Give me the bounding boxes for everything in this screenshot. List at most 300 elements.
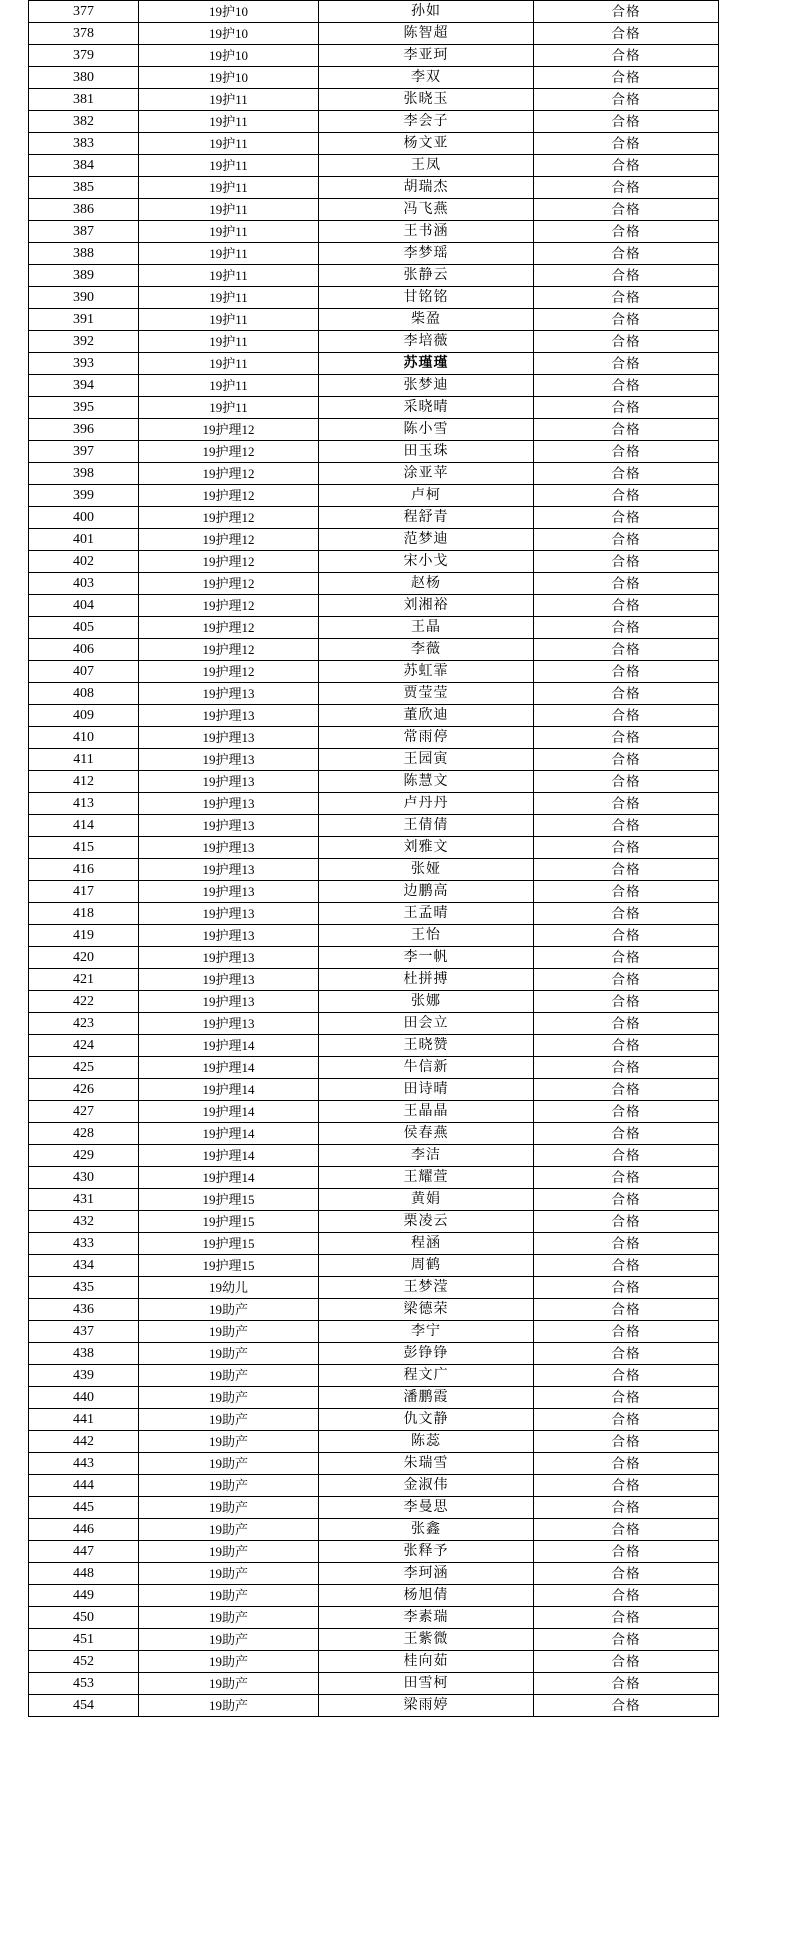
cell-name: 梁雨婷	[319, 1695, 534, 1717]
cell-name: 李素瑞	[319, 1607, 534, 1629]
cell-result: 合格	[534, 661, 719, 683]
table-row	[29, 1101, 719, 1123]
cell-result: 合格	[534, 903, 719, 925]
cell-index: 388	[29, 243, 139, 265]
cell-class: 19护理14	[139, 1145, 319, 1167]
table-row	[29, 1299, 719, 1321]
cell-result: 合格	[534, 1145, 719, 1167]
table-row	[29, 45, 719, 67]
table-row	[29, 1013, 719, 1035]
cell-class: 19助产	[139, 1629, 319, 1651]
cell-result: 合格	[534, 507, 719, 529]
cell-index: 394	[29, 375, 139, 397]
cell-name: 陈智超	[319, 23, 534, 45]
table-row	[29, 837, 719, 859]
cell-name: 张释予	[319, 1541, 534, 1563]
cell-result: 合格	[534, 1541, 719, 1563]
cell-name: 陈慧文	[319, 771, 534, 793]
cell-name: 牛信新	[319, 1057, 534, 1079]
cell-name: 董欣迪	[319, 705, 534, 727]
cell-index: 432	[29, 1211, 139, 1233]
cell-class: 19护理12	[139, 441, 319, 463]
cell-name: 刘湘裕	[319, 595, 534, 617]
table-row	[29, 133, 719, 155]
cell-index: 429	[29, 1145, 139, 1167]
cell-index: 404	[29, 595, 139, 617]
cell-result: 合格	[534, 1277, 719, 1299]
cell-name: 王倩倩	[319, 815, 534, 837]
cell-class: 19护11	[139, 221, 319, 243]
cell-result: 合格	[534, 1343, 719, 1365]
cell-index: 444	[29, 1475, 139, 1497]
cell-index: 418	[29, 903, 139, 925]
cell-class: 19护10	[139, 45, 319, 67]
cell-index: 403	[29, 573, 139, 595]
cell-index: 438	[29, 1343, 139, 1365]
cell-index: 417	[29, 881, 139, 903]
cell-class: 19护理13	[139, 969, 319, 991]
roster-table	[28, 0, 719, 1717]
cell-result: 合格	[534, 1651, 719, 1673]
cell-result: 合格	[534, 947, 719, 969]
cell-class: 19护理13	[139, 925, 319, 947]
cell-index: 384	[29, 155, 139, 177]
cell-class: 19护理12	[139, 661, 319, 683]
cell-name: 李亚珂	[319, 45, 534, 67]
cell-name: 王晶	[319, 617, 534, 639]
cell-index: 421	[29, 969, 139, 991]
cell-result: 合格	[534, 1563, 719, 1585]
cell-class: 19护11	[139, 331, 319, 353]
table-row	[29, 727, 719, 749]
table-row	[29, 1431, 719, 1453]
cell-class: 19助产	[139, 1519, 319, 1541]
cell-result: 合格	[534, 111, 719, 133]
cell-result: 合格	[534, 1211, 719, 1233]
cell-index: 449	[29, 1585, 139, 1607]
cell-index: 399	[29, 485, 139, 507]
cell-index: 453	[29, 1673, 139, 1695]
table-row	[29, 771, 719, 793]
table-row	[29, 683, 719, 705]
cell-class: 19幼儿	[139, 1277, 319, 1299]
cell-index: 423	[29, 1013, 139, 1035]
table-row	[29, 903, 719, 925]
cell-result: 合格	[534, 45, 719, 67]
cell-class: 19护10	[139, 23, 319, 45]
table-row	[29, 991, 719, 1013]
cell-class: 19助产	[139, 1585, 319, 1607]
cell-name: 黄娟	[319, 1189, 534, 1211]
cell-class: 19护理13	[139, 903, 319, 925]
cell-class: 19护理12	[139, 639, 319, 661]
cell-result: 合格	[534, 837, 719, 859]
cell-name: 张娜	[319, 991, 534, 1013]
cell-index: 377	[29, 1, 139, 23]
cell-result: 合格	[534, 1585, 719, 1607]
cell-class: 19护理14	[139, 1123, 319, 1145]
cell-name: 杜拼搏	[319, 969, 534, 991]
table-row	[29, 287, 719, 309]
table-row	[29, 1519, 719, 1541]
cell-index: 425	[29, 1057, 139, 1079]
cell-name: 胡瑞杰	[319, 177, 534, 199]
cell-index: 427	[29, 1101, 139, 1123]
table-row	[29, 353, 719, 375]
cell-class: 19护理13	[139, 771, 319, 793]
cell-name: 梁德荣	[319, 1299, 534, 1321]
cell-result: 合格	[534, 221, 719, 243]
table-row	[29, 1, 719, 23]
cell-index: 450	[29, 1607, 139, 1629]
table-row	[29, 265, 719, 287]
cell-class: 19护11	[139, 265, 319, 287]
table-row	[29, 1189, 719, 1211]
cell-result: 合格	[534, 1475, 719, 1497]
table-row	[29, 419, 719, 441]
cell-index: 440	[29, 1387, 139, 1409]
table-row	[29, 177, 719, 199]
cell-class: 19护理13	[139, 837, 319, 859]
cell-result: 合格	[534, 199, 719, 221]
cell-class: 19护11	[139, 155, 319, 177]
cell-name: 李双	[319, 67, 534, 89]
table-row	[29, 1585, 719, 1607]
cell-name: 卢丹丹	[319, 793, 534, 815]
cell-class: 19护理13	[139, 727, 319, 749]
table-row	[29, 243, 719, 265]
cell-index: 426	[29, 1079, 139, 1101]
cell-index: 380	[29, 67, 139, 89]
cell-index: 413	[29, 793, 139, 815]
cell-class: 19护理13	[139, 881, 319, 903]
cell-index: 379	[29, 45, 139, 67]
cell-name: 李曼思	[319, 1497, 534, 1519]
cell-index: 400	[29, 507, 139, 529]
cell-class: 19护理12	[139, 485, 319, 507]
cell-class: 19护理12	[139, 507, 319, 529]
cell-index: 385	[29, 177, 139, 199]
table-row	[29, 1541, 719, 1563]
cell-name: 卢柯	[319, 485, 534, 507]
cell-index: 398	[29, 463, 139, 485]
cell-result: 合格	[534, 89, 719, 111]
cell-name: 栗凌云	[319, 1211, 534, 1233]
table-row	[29, 221, 719, 243]
table-row	[29, 1079, 719, 1101]
cell-name: 王晶晶	[319, 1101, 534, 1123]
cell-class: 19护11	[139, 199, 319, 221]
cell-name: 程舒青	[319, 507, 534, 529]
table-row	[29, 661, 719, 683]
cell-name: 周鹤	[319, 1255, 534, 1277]
cell-name: 李梦瑶	[319, 243, 534, 265]
cell-result: 合格	[534, 287, 719, 309]
cell-index: 442	[29, 1431, 139, 1453]
cell-result: 合格	[534, 1453, 719, 1475]
table-row	[29, 639, 719, 661]
table-row	[29, 397, 719, 419]
cell-result: 合格	[534, 177, 719, 199]
cell-result: 合格	[534, 1057, 719, 1079]
cell-name: 贾莹莹	[319, 683, 534, 705]
cell-class: 19助产	[139, 1541, 319, 1563]
cell-class: 19助产	[139, 1563, 319, 1585]
cell-index: 391	[29, 309, 139, 331]
table-row	[29, 111, 719, 133]
cell-result: 合格	[534, 309, 719, 331]
cell-result: 合格	[534, 1629, 719, 1651]
table-row	[29, 1673, 719, 1695]
table-row	[29, 1277, 719, 1299]
cell-name: 张娅	[319, 859, 534, 881]
cell-index: 407	[29, 661, 139, 683]
cell-result: 合格	[534, 265, 719, 287]
table-row	[29, 23, 719, 45]
cell-name: 杨旭倩	[319, 1585, 534, 1607]
cell-index: 397	[29, 441, 139, 463]
cell-result: 合格	[534, 353, 719, 375]
cell-class: 19护11	[139, 111, 319, 133]
cell-class: 19护11	[139, 133, 319, 155]
table-row	[29, 815, 719, 837]
cell-name: 孙如	[319, 1, 534, 23]
table-row	[29, 1211, 719, 1233]
table-row	[29, 155, 719, 177]
cell-index: 430	[29, 1167, 139, 1189]
cell-name: 李培薇	[319, 331, 534, 353]
table-row	[29, 1453, 719, 1475]
cell-name: 冯飞燕	[319, 199, 534, 221]
cell-class: 19护理15	[139, 1233, 319, 1255]
table-row	[29, 1409, 719, 1431]
cell-name: 王园寅	[319, 749, 534, 771]
roster-table-body	[29, 1, 719, 1717]
cell-name: 柴盈	[319, 309, 534, 331]
cell-class: 19护理14	[139, 1101, 319, 1123]
cell-result: 合格	[534, 991, 719, 1013]
cell-name: 王紫微	[319, 1629, 534, 1651]
cell-result: 合格	[534, 573, 719, 595]
cell-name: 王耀萱	[319, 1167, 534, 1189]
table-row	[29, 595, 719, 617]
cell-name: 张鑫	[319, 1519, 534, 1541]
cell-class: 19助产	[139, 1497, 319, 1519]
cell-index: 422	[29, 991, 139, 1013]
cell-class: 19护11	[139, 287, 319, 309]
cell-result: 合格	[534, 485, 719, 507]
table-row	[29, 375, 719, 397]
cell-name: 李薇	[319, 639, 534, 661]
cell-result: 合格	[534, 595, 719, 617]
cell-name: 陈蕊	[319, 1431, 534, 1453]
cell-class: 19助产	[139, 1431, 319, 1453]
cell-class: 19护理12	[139, 573, 319, 595]
cell-class: 19护11	[139, 177, 319, 199]
cell-result: 合格	[534, 617, 719, 639]
cell-index: 431	[29, 1189, 139, 1211]
table-row	[29, 947, 719, 969]
cell-index: 393	[29, 353, 139, 375]
cell-result: 合格	[534, 1079, 719, 1101]
cell-name: 程文广	[319, 1365, 534, 1387]
cell-name: 苏虹霏	[319, 661, 534, 683]
cell-result: 合格	[534, 771, 719, 793]
cell-result: 合格	[534, 727, 719, 749]
cell-result: 合格	[534, 1013, 719, 1035]
cell-name: 范梦迪	[319, 529, 534, 551]
cell-index: 382	[29, 111, 139, 133]
cell-result: 合格	[534, 793, 719, 815]
cell-result: 合格	[534, 969, 719, 991]
cell-name: 李洁	[319, 1145, 534, 1167]
cell-index: 414	[29, 815, 139, 837]
cell-result: 合格	[534, 463, 719, 485]
cell-index: 445	[29, 1497, 139, 1519]
table-row	[29, 1343, 719, 1365]
cell-class: 19护11	[139, 89, 319, 111]
cell-name: 苏瑾瑾	[319, 353, 534, 375]
cell-class: 19护理12	[139, 529, 319, 551]
cell-class: 19护理13	[139, 705, 319, 727]
cell-name: 王梦滢	[319, 1277, 534, 1299]
table-row	[29, 485, 719, 507]
cell-result: 合格	[534, 419, 719, 441]
table-row	[29, 529, 719, 551]
cell-class: 19助产	[139, 1453, 319, 1475]
cell-name: 田诗晴	[319, 1079, 534, 1101]
cell-result: 合格	[534, 67, 719, 89]
cell-class: 19护理13	[139, 991, 319, 1013]
cell-class: 19护理12	[139, 617, 319, 639]
cell-name: 金淑伟	[319, 1475, 534, 1497]
cell-result: 合格	[534, 881, 719, 903]
table-row	[29, 1563, 719, 1585]
cell-name: 宋小戈	[319, 551, 534, 573]
table-row	[29, 551, 719, 573]
cell-name: 潘鹏霞	[319, 1387, 534, 1409]
table-row	[29, 331, 719, 353]
cell-class: 19护11	[139, 243, 319, 265]
cell-class: 19护理13	[139, 793, 319, 815]
cell-name: 李会子	[319, 111, 534, 133]
cell-class: 19助产	[139, 1673, 319, 1695]
cell-class: 19助产	[139, 1607, 319, 1629]
cell-name: 李一帆	[319, 947, 534, 969]
cell-index: 383	[29, 133, 139, 155]
cell-class: 19护理14	[139, 1057, 319, 1079]
cell-index: 410	[29, 727, 139, 749]
cell-class: 19护11	[139, 353, 319, 375]
cell-class: 19护10	[139, 1, 319, 23]
table-row	[29, 705, 719, 727]
cell-result: 合格	[534, 375, 719, 397]
table-row	[29, 1057, 719, 1079]
cell-index: 433	[29, 1233, 139, 1255]
cell-name: 王孟晴	[319, 903, 534, 925]
cell-result: 合格	[534, 23, 719, 45]
cell-result: 合格	[534, 1299, 719, 1321]
table-row	[29, 1629, 719, 1651]
cell-name: 侯春燕	[319, 1123, 534, 1145]
cell-name: 王怡	[319, 925, 534, 947]
cell-class: 19护理15	[139, 1211, 319, 1233]
cell-result: 合格	[534, 243, 719, 265]
cell-name: 赵杨	[319, 573, 534, 595]
cell-class: 19助产	[139, 1343, 319, 1365]
table-row	[29, 881, 719, 903]
cell-result: 合格	[534, 1321, 719, 1343]
cell-result: 合格	[534, 639, 719, 661]
table-row	[29, 969, 719, 991]
cell-index: 415	[29, 837, 139, 859]
cell-index: 454	[29, 1695, 139, 1717]
table-row	[29, 1475, 719, 1497]
cell-index: 419	[29, 925, 139, 947]
cell-name: 边鹏高	[319, 881, 534, 903]
table-row	[29, 617, 719, 639]
cell-class: 19助产	[139, 1299, 319, 1321]
table-row	[29, 1145, 719, 1167]
cell-result: 合格	[534, 1035, 719, 1057]
cell-class: 19助产	[139, 1321, 319, 1343]
table-row	[29, 1321, 719, 1343]
cell-class: 19助产	[139, 1695, 319, 1717]
table-row	[29, 573, 719, 595]
cell-class: 19护11	[139, 397, 319, 419]
cell-result: 合格	[534, 1673, 719, 1695]
cell-result: 合格	[534, 331, 719, 353]
cell-index: 402	[29, 551, 139, 573]
cell-name: 张静云	[319, 265, 534, 287]
cell-index: 446	[29, 1519, 139, 1541]
cell-index: 451	[29, 1629, 139, 1651]
cell-class: 19助产	[139, 1475, 319, 1497]
table-row	[29, 1233, 719, 1255]
cell-name: 张梦迪	[319, 375, 534, 397]
cell-index: 405	[29, 617, 139, 639]
cell-result: 合格	[534, 529, 719, 551]
cell-result: 合格	[534, 1409, 719, 1431]
cell-result: 合格	[534, 815, 719, 837]
cell-name: 桂向茹	[319, 1651, 534, 1673]
table-row	[29, 1035, 719, 1057]
cell-name: 张晓玉	[319, 89, 534, 111]
cell-result: 合格	[534, 397, 719, 419]
cell-class: 19护理14	[139, 1167, 319, 1189]
cell-class: 19护理13	[139, 815, 319, 837]
cell-result: 合格	[534, 1387, 719, 1409]
table-row	[29, 1695, 719, 1717]
table-row	[29, 463, 719, 485]
cell-result: 合格	[534, 1167, 719, 1189]
cell-result: 合格	[534, 1607, 719, 1629]
cell-index: 435	[29, 1277, 139, 1299]
cell-name: 彭铮铮	[319, 1343, 534, 1365]
cell-class: 19助产	[139, 1409, 319, 1431]
cell-index: 406	[29, 639, 139, 661]
table-row	[29, 441, 719, 463]
cell-index: 439	[29, 1365, 139, 1387]
cell-index: 416	[29, 859, 139, 881]
cell-class: 19护理13	[139, 683, 319, 705]
cell-index: 411	[29, 749, 139, 771]
cell-name: 采晓晴	[319, 397, 534, 419]
table-row	[29, 1167, 719, 1189]
cell-class: 19护理12	[139, 463, 319, 485]
table-row	[29, 749, 719, 771]
cell-class: 19护理12	[139, 551, 319, 573]
